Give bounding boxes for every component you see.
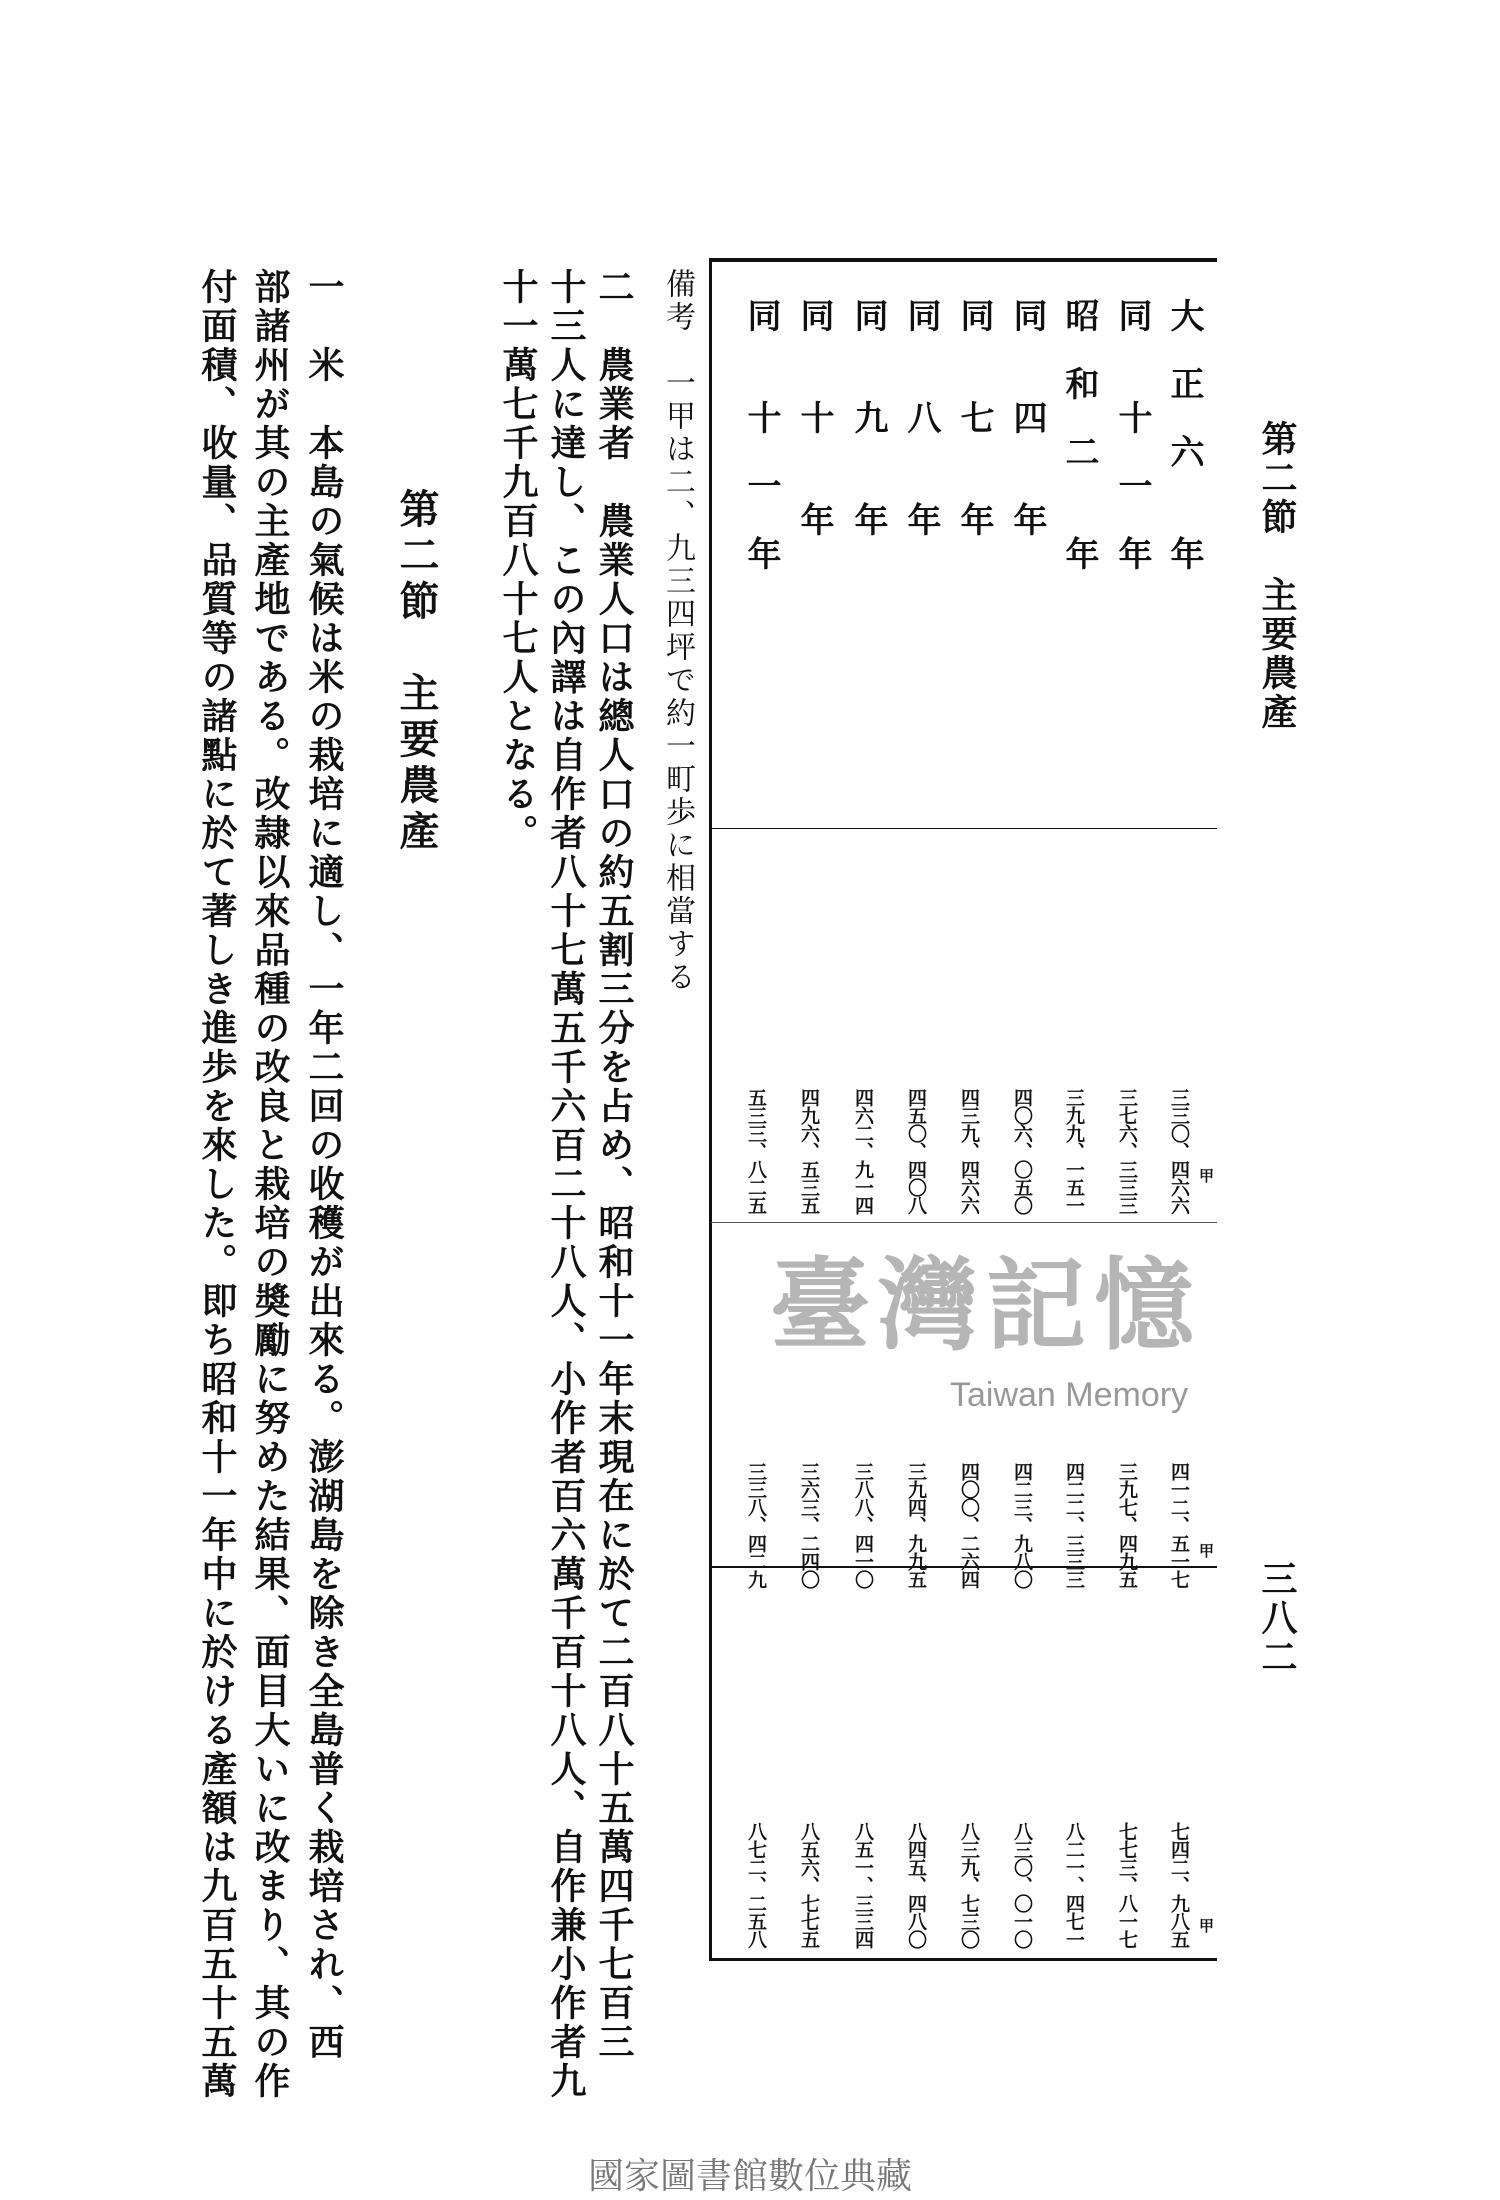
- table-col3-cell: 八五一、三三四: [852, 1822, 874, 1948]
- table-year-cell: 同 十 一 年: [741, 298, 781, 570]
- text-line: 付面積、收量、品質等の諸點に於て著しき進歩を來した。即ち昭和十一年中に於ける產額は九百五十五萬: [196, 268, 238, 2101]
- table-col2-cell: 四〇〇、二六四: [958, 1462, 980, 1588]
- table-col3-cell: 八四五、四八〇: [905, 1822, 927, 1948]
- table-year-cell: 同 四 年: [1007, 298, 1047, 536]
- watermark-logo: 臺灣記憶: [770, 1246, 1202, 1364]
- table-col3-cell: 八三〇、〇一〇: [1011, 1822, 1033, 1948]
- table-col2-cell: 四二三、九八〇: [1011, 1462, 1033, 1588]
- unit-label: 甲: [1197, 1918, 1215, 1933]
- table-col3-cell: 七四二、九八五: [1168, 1822, 1190, 1948]
- watermark-text: Taiwan Memory: [950, 1376, 1189, 1414]
- table-area-cell: 三九九、一五一: [1063, 1088, 1085, 1214]
- table-year-cell: 同 十 年: [794, 298, 834, 536]
- table-col2-cell: 三九七、四九五: [1116, 1462, 1138, 1588]
- running-header-title: 第二節 主要農產: [1256, 420, 1298, 732]
- table-bottom-border: [711, 1958, 1217, 1961]
- table-year-cell: 大 正 六 年: [1164, 298, 1204, 570]
- table-area-cell: 四五〇、四〇八: [905, 1088, 927, 1214]
- table-area-cell: 四〇六、〇五〇: [1011, 1088, 1033, 1214]
- table-year-cell: 同 九 年: [848, 298, 888, 536]
- table-col3-cell: 七七三、八一七: [1116, 1822, 1138, 1948]
- table-area-cell: 三七六、三三三: [1116, 1088, 1138, 1214]
- table-area-cell: 四九六、五三五: [798, 1088, 820, 1214]
- text-line: 一 米 本島の氣候は米の栽培に適し、一年二回の收穫が出來る。澎湖島を除き全島普く栽培され、西: [303, 268, 345, 2062]
- table-top-border: [711, 258, 1217, 262]
- table-col3-cell: 八五六、七七五: [798, 1822, 820, 1948]
- text-line: 部諸州が其の主產地である。改隷以來品種の改良と栽培の奬勵に努めた結果、面目大いに改まり、其の作: [249, 268, 291, 2101]
- text-line: 二 農業者 農業人口は總人口の約五割三分を占め、昭和十一年末現在に於て二百八十五萬四千七百三: [593, 268, 635, 2062]
- table-note: 備考 一甲は二、九三四坪で約一町歩に相當する: [660, 268, 695, 994]
- table-col2-cell: 三八八、四一〇: [852, 1462, 874, 1588]
- unit-label: 甲: [1197, 1168, 1215, 1183]
- table-area-cell: 三三〇、四六六: [1168, 1088, 1190, 1214]
- table-area-cell: 四六二、九一四: [852, 1088, 874, 1214]
- table-col3-cell: 八七二、二五八: [745, 1822, 767, 1948]
- table-year-cell: 同 八 年: [901, 298, 941, 536]
- footer-credit: 國家圖書館數位典藏: [587, 2156, 912, 2197]
- table-col2-cell: 四一二、五一七: [1168, 1462, 1190, 1588]
- unit-label: 甲: [1197, 1543, 1215, 1558]
- table-year-cell: 同 七 年: [954, 298, 994, 536]
- section-heading: 第二節 主要農產: [393, 488, 440, 856]
- table-col2-cell: 三三八、四二九: [745, 1462, 767, 1588]
- table-divider: [711, 828, 1217, 829]
- table-col3-cell: 八二一、四七一: [1063, 1822, 1085, 1948]
- page-number: 三八二: [1256, 1560, 1298, 1677]
- table-area-cell: 五三三、八二五: [745, 1088, 767, 1214]
- table-col2-cell: 三六三、二四〇: [798, 1462, 820, 1588]
- table-col3-cell: 八三九、七三〇: [958, 1822, 980, 1948]
- table-col2-cell: 三九四、九九五: [905, 1462, 927, 1588]
- table-year-cell: 同 十 一 年: [1112, 298, 1152, 570]
- text-line: 十一萬七千九百八十七人となる。: [497, 268, 539, 853]
- table-left-border: [709, 258, 712, 1961]
- table-year-cell: 昭 和 二 年: [1059, 298, 1099, 570]
- text-line: 十三人に達し、この內譯は自作者八十七萬五千六百二十八人、小作者百六萬千百十八人、自作兼小作者九: [545, 268, 587, 2101]
- table-divider: [711, 1222, 1217, 1223]
- table-area-cell: 四三九、四六六: [958, 1088, 980, 1214]
- table-col2-cell: 四二二、三三三: [1063, 1462, 1085, 1588]
